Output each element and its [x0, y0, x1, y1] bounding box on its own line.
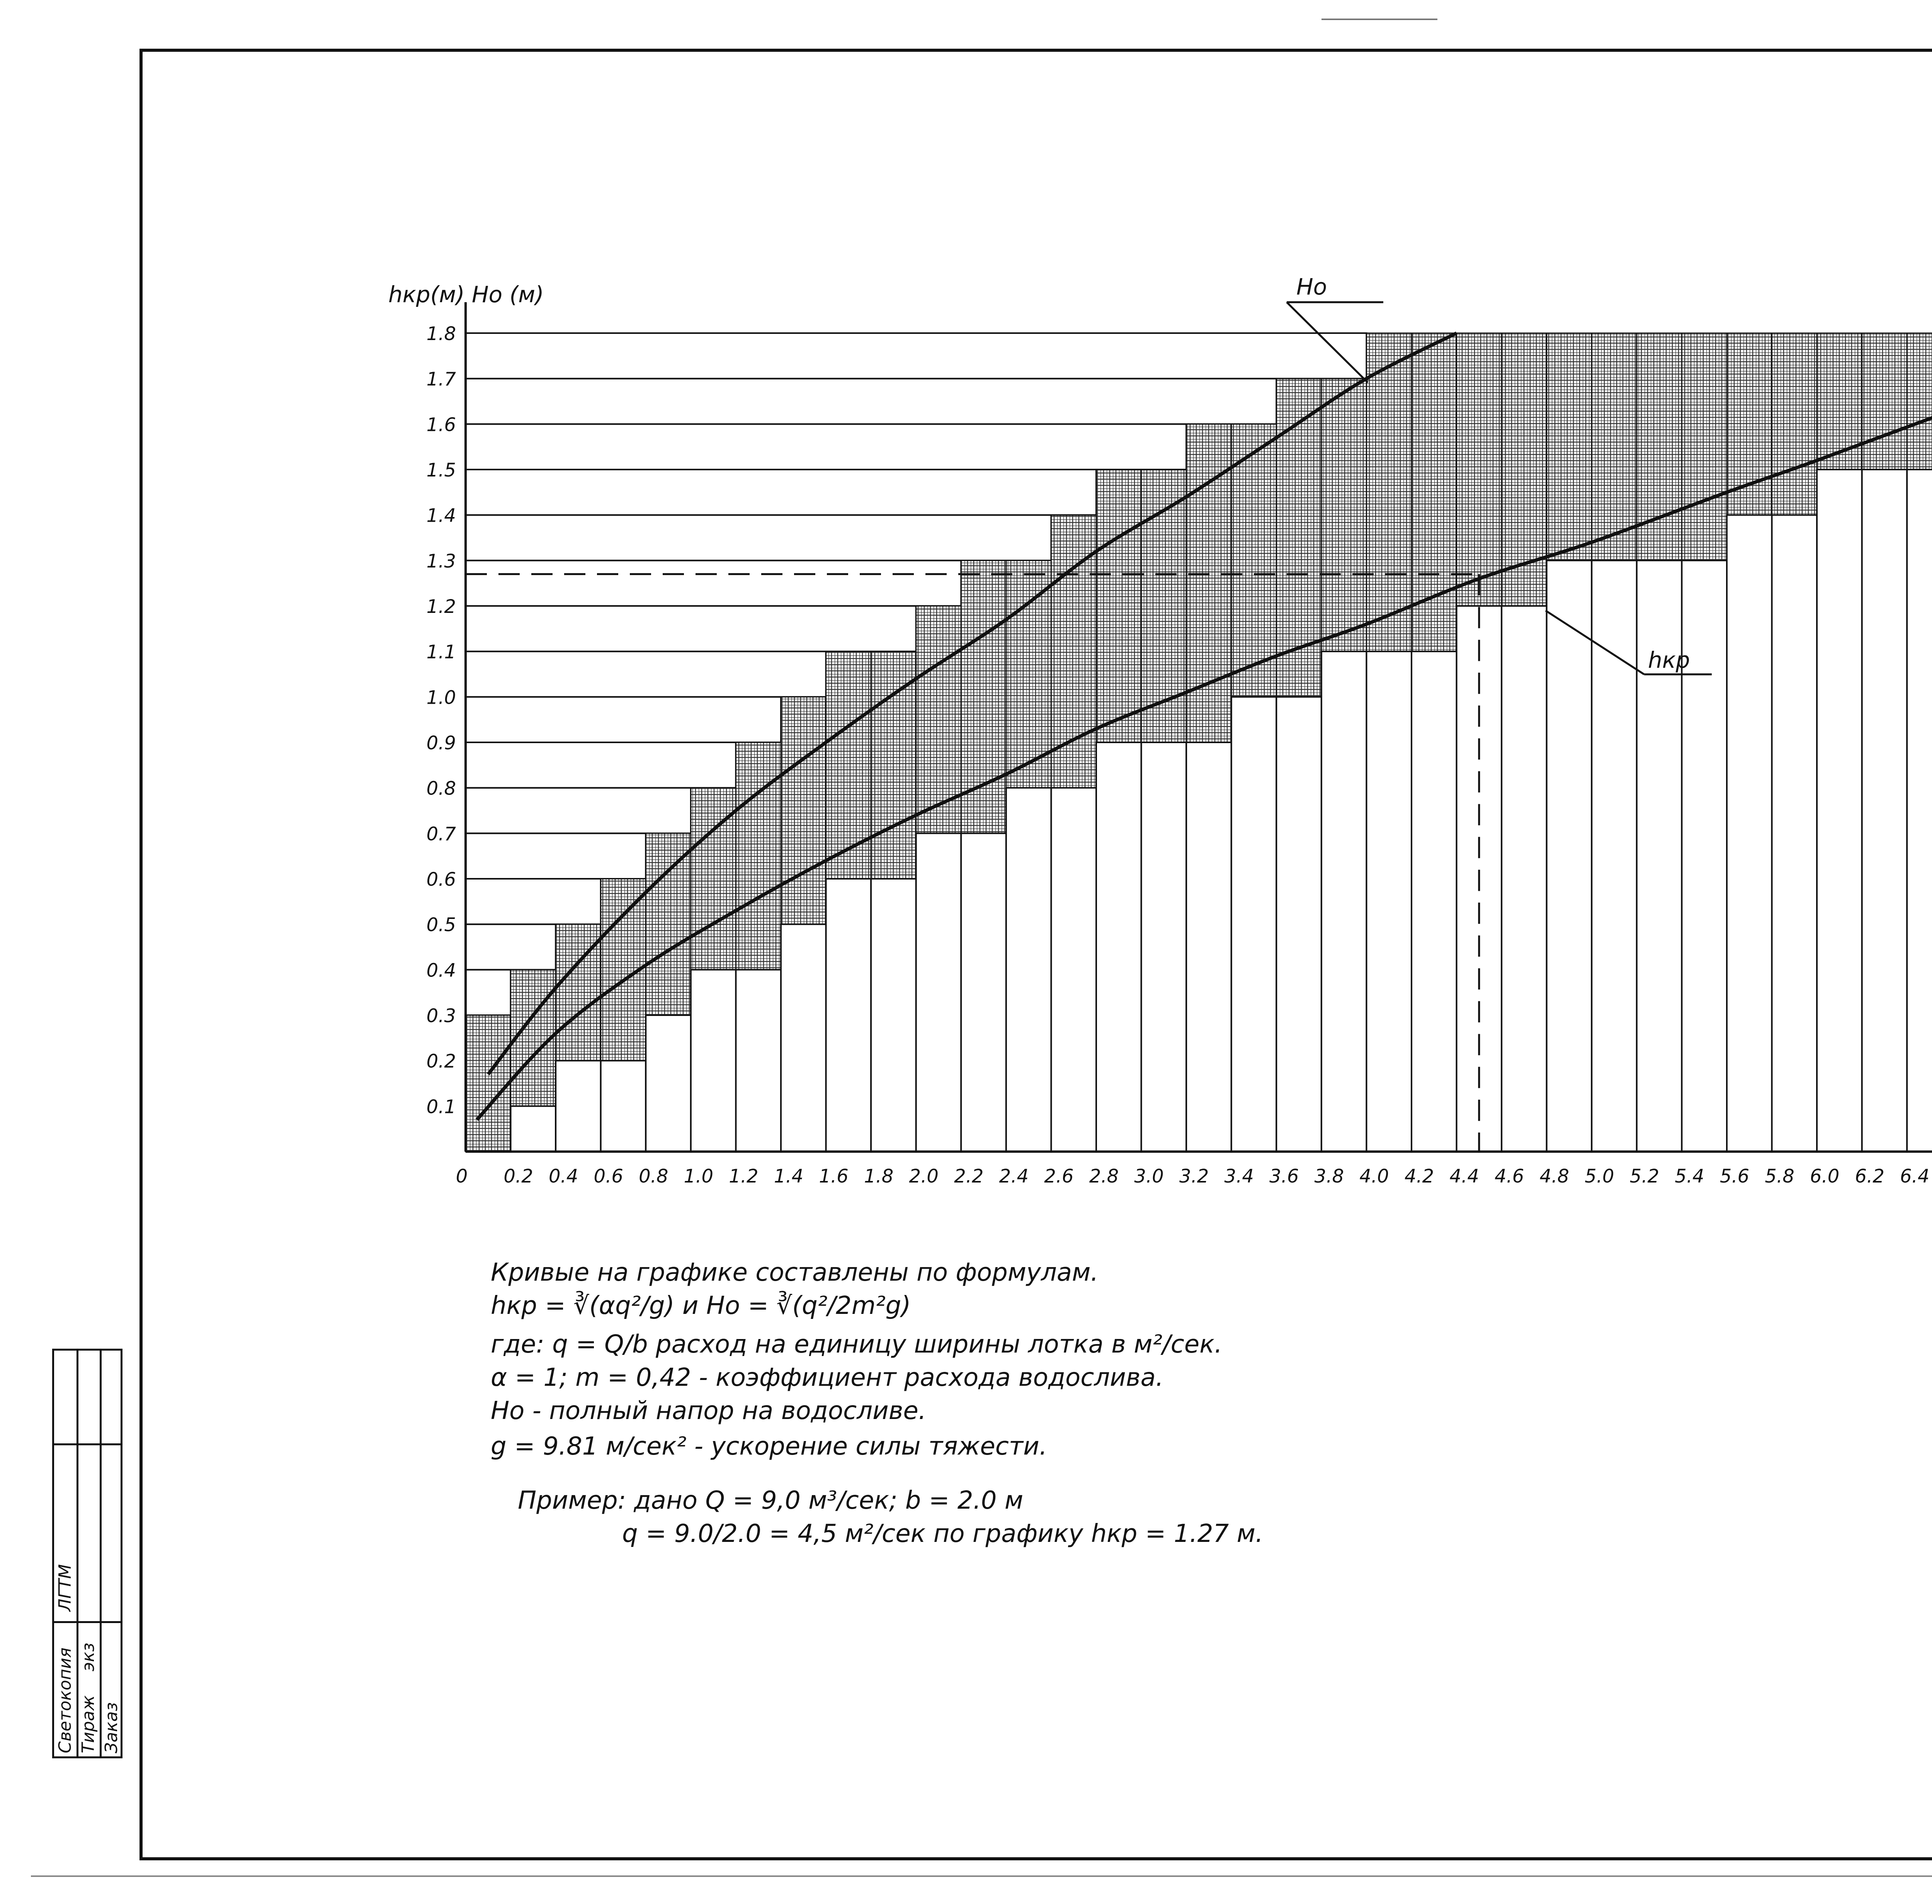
x-tick-label: 4.8 [1539, 1166, 1569, 1187]
horizontal-band [466, 515, 1051, 561]
horizontal-band [466, 970, 511, 1015]
vertical-bar [1907, 470, 1932, 1152]
y-tick-label: 1.6 [426, 414, 456, 436]
hatched-step [826, 652, 871, 879]
hatched-step [466, 1015, 511, 1152]
example-line-2: q = 9.0/2.0 = 4,5 м²/сек по графику hкр = 1.27 м. [622, 1519, 1264, 1548]
y-tick-label: 0.9 [426, 732, 456, 754]
x-tick-label: 0.6 [594, 1166, 623, 1187]
vertical-bar [961, 833, 1006, 1152]
vertical-bar [1772, 515, 1817, 1152]
y-tick-label: 0.7 [426, 823, 456, 845]
hatched-step [871, 652, 916, 879]
vertical-bar [1141, 742, 1187, 1152]
horizontal-band [466, 424, 1186, 470]
x-tick-label: 0 [456, 1166, 468, 1187]
y-tick-label: 1.5 [426, 459, 456, 481]
x-tick-label: 5.0 [1585, 1166, 1614, 1187]
x-tick-label: 3.0 [1134, 1166, 1164, 1187]
side-stamp-col2b: экз [78, 1642, 98, 1671]
notes-line-1: Кривые на графике составлены по формулам. [491, 1258, 1099, 1287]
y-tick-labels [427, 323, 456, 1118]
x-tick-label: 2.6 [1044, 1166, 1074, 1187]
side-stamp-col3: Заказ [102, 1702, 121, 1753]
y-tick-label: 1.8 [426, 323, 456, 345]
vertical-bar [1727, 515, 1772, 1152]
vertical-bar [1862, 470, 1907, 1152]
x-tick-label: 2.2 [954, 1166, 984, 1187]
horizontal-band [466, 333, 1366, 379]
x-tick-label: 6.4 [1900, 1166, 1930, 1187]
hatched-step [1096, 470, 1141, 742]
horizontal-band [466, 788, 691, 834]
x-tick-label: 6.0 [1810, 1166, 1840, 1187]
x-tick-label: 6.2 [1855, 1166, 1884, 1187]
x-tick-label: 3.8 [1314, 1166, 1344, 1187]
hatched-step [1727, 333, 1772, 515]
x-tick-label: 4.0 [1359, 1166, 1389, 1187]
vertical-bar [1817, 470, 1862, 1152]
hatched-step [646, 833, 691, 1015]
x-tick-label: 3.4 [1224, 1166, 1254, 1187]
vertical-bar [1051, 788, 1096, 1152]
side-stamp-col1: Светокопия [55, 1647, 75, 1753]
chart-plot [388, 274, 1932, 1187]
horizontal-band [466, 560, 961, 606]
hatched-step [1457, 333, 1502, 606]
x-tick-label: 1.4 [774, 1166, 804, 1187]
x-tick-label: 3.2 [1179, 1166, 1209, 1187]
hatched-step [781, 697, 826, 924]
horizontal-band [466, 652, 826, 697]
y-tick-label: 0.5 [426, 914, 456, 936]
x-tick-label: 2.4 [999, 1166, 1029, 1187]
horizontal-band [466, 379, 1276, 424]
y-tick-label: 0.3 [426, 1005, 456, 1027]
vertical-bar [1231, 697, 1277, 1152]
vertical-bar [556, 1061, 601, 1152]
y-tick-label: 1.7 [426, 368, 456, 390]
notes-line-6: g = 9.81 м/сек² - ускорение силы тяжести. [491, 1432, 1048, 1461]
x-tick-label: 1.6 [819, 1166, 849, 1187]
vertical-bar [511, 1106, 556, 1152]
hkr-curve-label: hкр [1648, 647, 1690, 673]
side-stamp-ltm: ЛГТМ [55, 1564, 75, 1611]
vertical-bar [1321, 652, 1367, 1152]
horizontal-band [466, 470, 1096, 515]
vertical-bar [1502, 606, 1547, 1152]
hatched-step [1817, 333, 1862, 470]
ho-curve-label: Ho [1296, 274, 1327, 300]
horizontal-band [466, 606, 916, 652]
bars-layer [466, 333, 1932, 1152]
hatched-step [1862, 333, 1907, 470]
y-tick-label: 1.0 [426, 687, 456, 709]
vertical-bar [736, 970, 781, 1152]
y-tick-label: 0.1 [426, 1096, 456, 1118]
notes-line-2: hкр = ∛(αq²/g) и Ho = ∛(q²/2m²g) [491, 1291, 911, 1320]
vertical-bar [871, 879, 916, 1152]
vertical-bar [1276, 697, 1321, 1152]
hatched-step [1907, 333, 1932, 470]
x-tick-label: 3.6 [1269, 1166, 1299, 1187]
side-stamp [52, 1349, 122, 1758]
x-tick-label: 4.4 [1449, 1166, 1479, 1187]
notes-line-5: Ho - полный напор на водосливе. [491, 1397, 927, 1425]
x-tick-label: 0.8 [639, 1166, 668, 1187]
vertical-bar [601, 1061, 646, 1152]
vertical-bar [1547, 560, 1592, 1152]
hatched-step [1772, 333, 1817, 515]
vertical-bar [1592, 560, 1637, 1152]
y-tick-label: 0.8 [426, 778, 456, 800]
hatched-step [1592, 333, 1637, 560]
x-tick-label: 5.6 [1719, 1166, 1750, 1187]
notes-line-3: где: q = Q/b расход на единицу ширины лотка в м²/сек. [491, 1330, 1223, 1359]
horizontal-band [466, 924, 556, 970]
x-tick-label: 5.4 [1675, 1166, 1704, 1187]
x-tick-label: 5.2 [1629, 1166, 1660, 1187]
x-tick-label: 0.4 [548, 1166, 578, 1187]
vertical-bar [826, 879, 871, 1152]
horizontal-band [466, 879, 601, 924]
horizontal-band [466, 697, 781, 742]
x-tick-label: 1.0 [684, 1166, 714, 1187]
y-tick-label: 0.4 [426, 960, 456, 982]
y-tick-label: 1.2 [426, 596, 456, 618]
y-tick-label: 1.1 [426, 641, 456, 663]
x-tick-label: 0.2 [503, 1166, 533, 1187]
x-tick-label: 4.2 [1404, 1166, 1434, 1187]
x-tick-label: 1.2 [729, 1166, 759, 1187]
vertical-bar [691, 970, 736, 1152]
vertical-bar [781, 924, 826, 1152]
x-tick-labels [456, 1166, 1932, 1187]
y-tick-label: 1.3 [426, 550, 456, 572]
hatched-step [1366, 333, 1412, 652]
vertical-bar [1096, 742, 1141, 1152]
hatched-step [1547, 333, 1592, 560]
hatched-step [1321, 379, 1367, 652]
x-tick-label: 5.8 [1765, 1166, 1794, 1187]
vertical-bar [1006, 788, 1051, 1152]
example-line-1: Пример: дано Q = 9,0 м³/сек; b = 2.0 м [518, 1486, 1024, 1515]
y-tick-label: 0.2 [426, 1050, 456, 1072]
vertical-bar [646, 1015, 691, 1152]
vertical-bar [1186, 742, 1231, 1152]
y-tick-label: 0.6 [426, 869, 456, 890]
y-tick-label: 1.4 [426, 505, 456, 527]
x-tick-label: 1.8 [864, 1166, 894, 1187]
hatched-step [1682, 333, 1727, 560]
hatched-step [1637, 333, 1682, 560]
horizontal-band [466, 742, 736, 788]
vertical-bar [916, 833, 961, 1152]
side-stamp-col2: Тираж [78, 1695, 98, 1753]
vertical-bar [1412, 652, 1457, 1152]
y-axis-label: hкр(м) Ho (м) [388, 281, 544, 308]
horizontal-band [466, 833, 646, 879]
vertical-bar [1366, 652, 1412, 1152]
x-tick-label: 2.8 [1089, 1166, 1119, 1187]
notes-line-4: α = 1; m = 0,42 - коэффициент расхода водослива. [491, 1363, 1164, 1392]
x-tick-label: 4.6 [1494, 1166, 1524, 1187]
x-tick-label: 2.0 [909, 1166, 939, 1187]
hatched-step [736, 742, 781, 970]
